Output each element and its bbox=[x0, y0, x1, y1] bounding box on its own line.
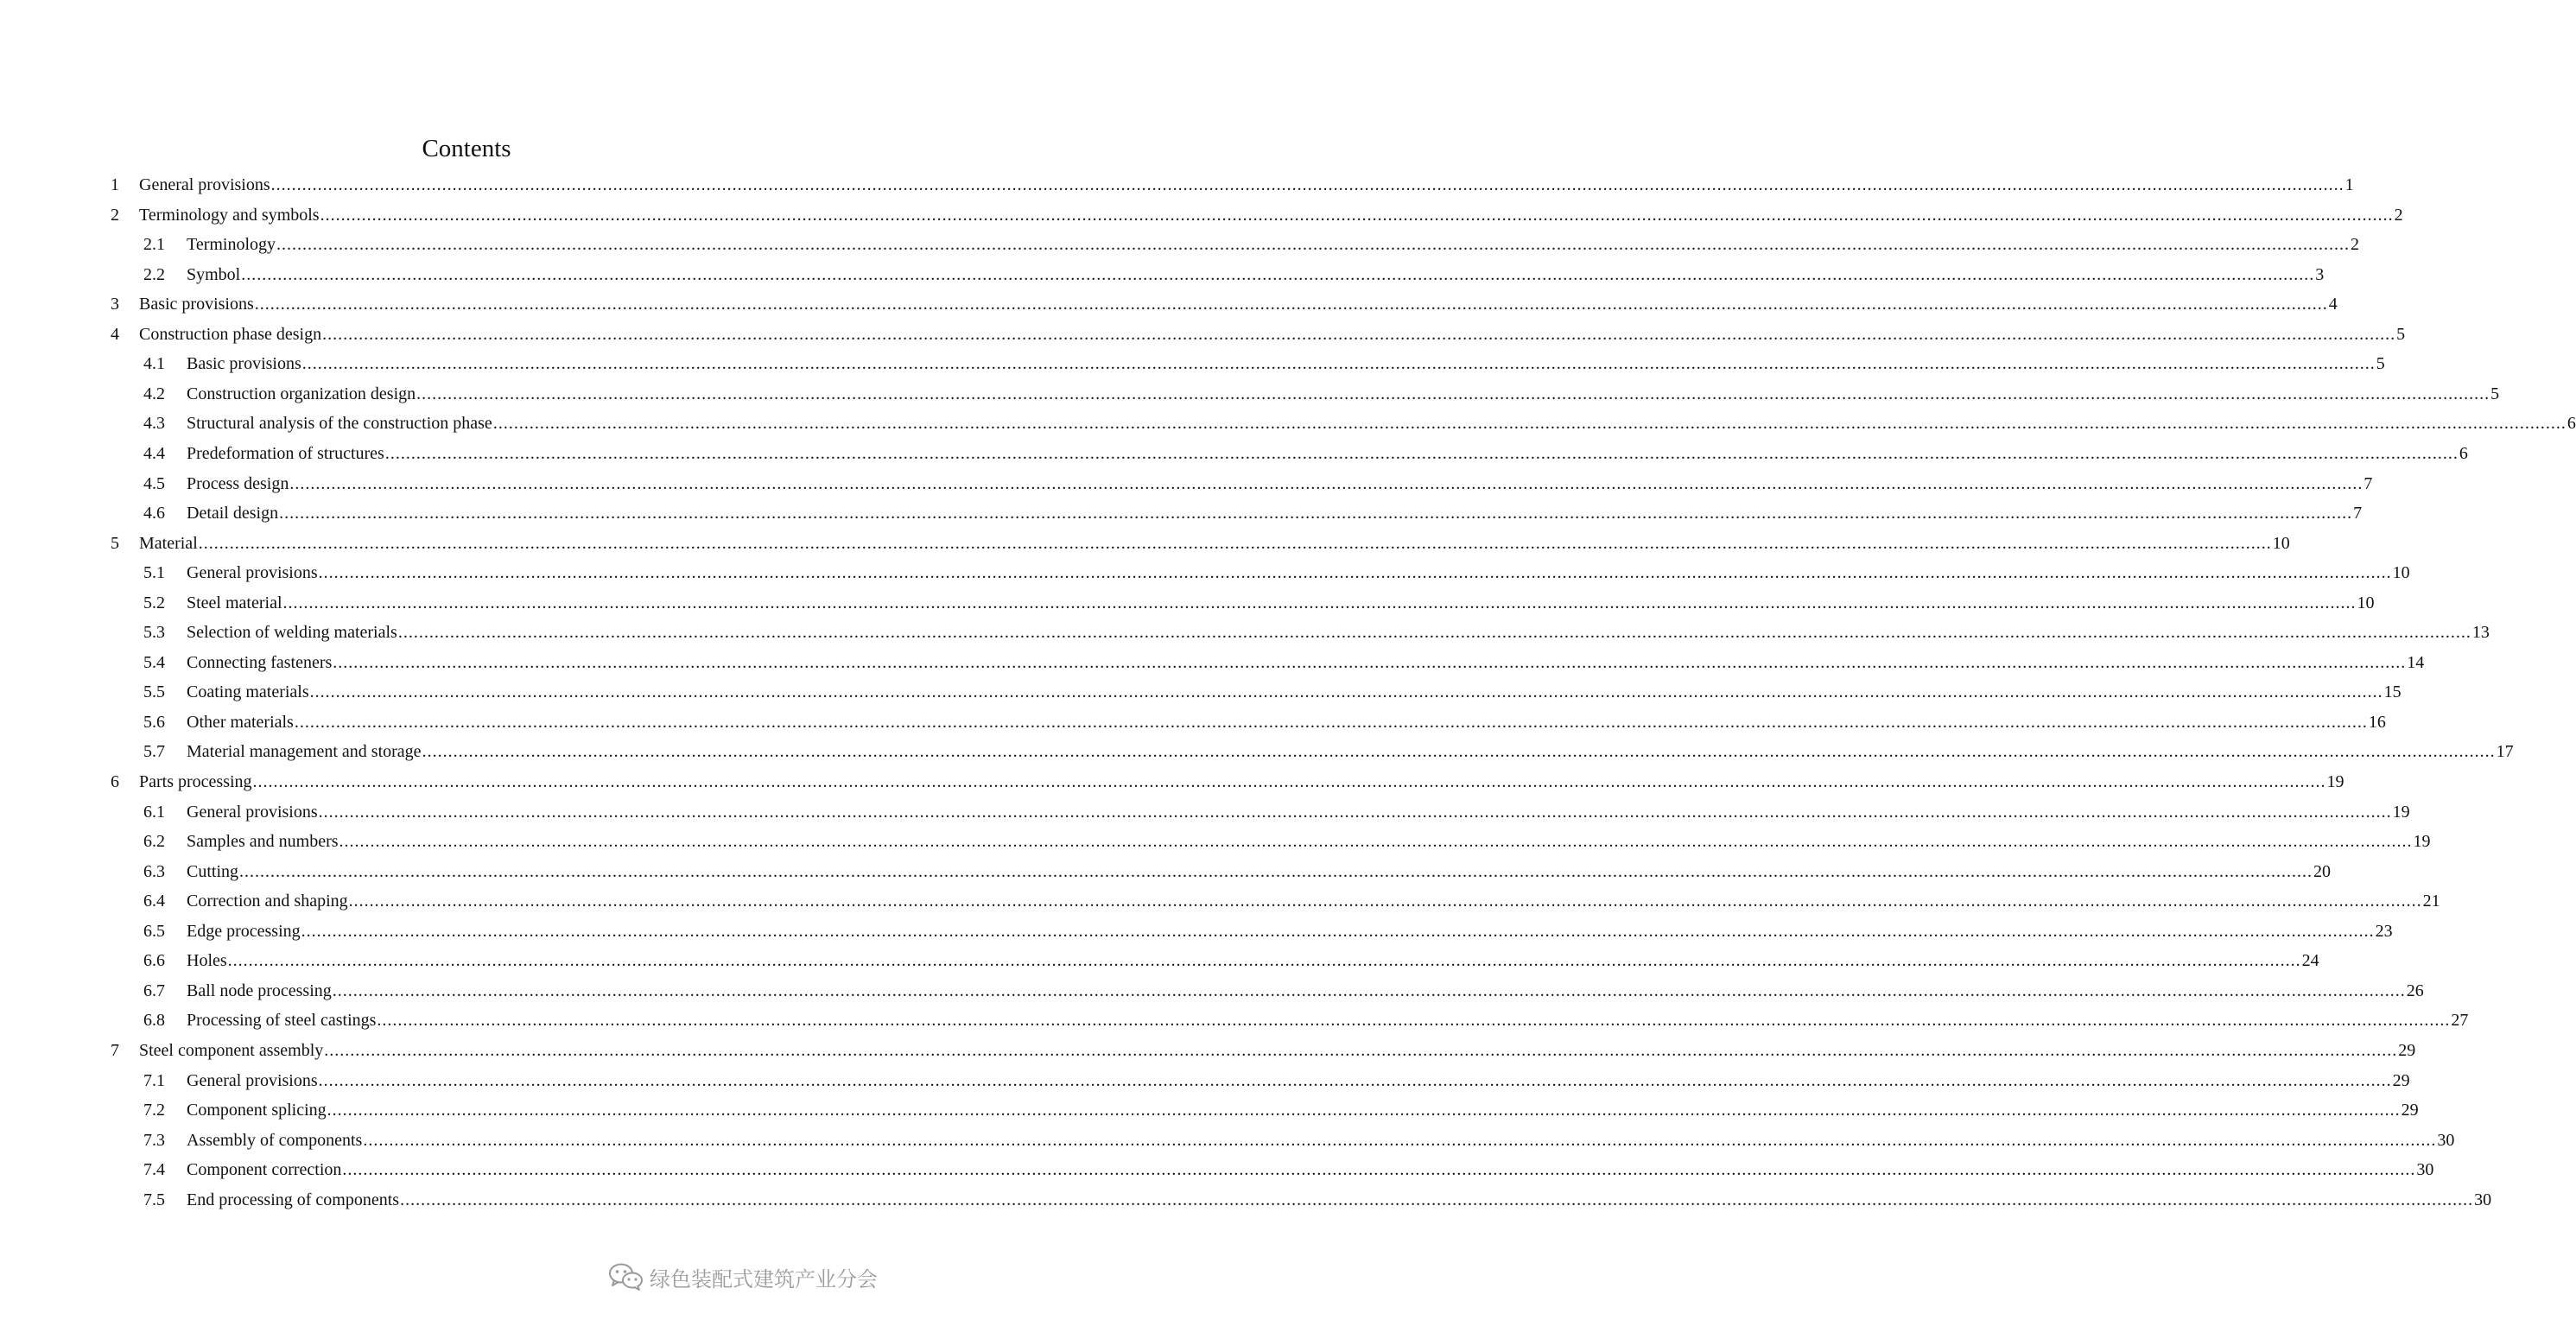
toc-entry-number: 7.5 bbox=[143, 1190, 165, 1209]
toc-section-entry[interactable] bbox=[143, 441, 2468, 466]
toc-entry-title: Edge processing bbox=[187, 921, 301, 941]
toc-entry-page: 10 bbox=[2357, 593, 2375, 612]
toc-entry-title: Other materials bbox=[187, 712, 294, 732]
toc-entry-title: Selection of welding materials bbox=[187, 623, 397, 643]
toc-entry-title: Predeformation of structures bbox=[187, 443, 384, 463]
toc-entry-title: General provisions bbox=[187, 563, 318, 583]
toc-entry-number: 7.1 bbox=[143, 1070, 165, 1090]
toc-chapter-entry[interactable] bbox=[111, 291, 2338, 317]
toc-section-entry[interactable] bbox=[143, 410, 2576, 436]
toc-dot-leader: ................................................................................................................................................................................................................................................................................................................................................................................................................ bbox=[282, 593, 2357, 612]
toc-entry-page: 29 bbox=[2392, 1070, 2410, 1090]
toc-chapter-entry[interactable] bbox=[111, 769, 2344, 795]
toc-entry-title: Holes bbox=[187, 951, 227, 971]
toc-section-entry[interactable] bbox=[143, 381, 2500, 407]
toc-section-entry[interactable] bbox=[143, 619, 2490, 645]
toc-entry-title: Assembly of components bbox=[187, 1130, 363, 1150]
toc-section-entry[interactable] bbox=[143, 262, 2325, 288]
toc-entry-title: Steel component assembly bbox=[139, 1040, 324, 1060]
toc-dot-leader: ................................................................................................................................................................................................................................................................................................................................................................................................................ bbox=[318, 1070, 2392, 1090]
toc-section-entry[interactable] bbox=[143, 1097, 2419, 1123]
toc-section-entry[interactable] bbox=[143, 918, 2393, 944]
toc-entry-page: 21 bbox=[2422, 892, 2440, 911]
watermark bbox=[608, 1260, 878, 1294]
toc-entry-page: 19 bbox=[2326, 772, 2344, 791]
toc-section-entry[interactable] bbox=[143, 590, 2375, 616]
toc-entry-number: 6.2 bbox=[143, 832, 165, 852]
toc-entry-page: 1 bbox=[2344, 175, 2354, 194]
toc-entry-page: 26 bbox=[2406, 980, 2424, 1000]
toc-section-entry[interactable] bbox=[143, 888, 2440, 914]
toc-entry-number: 5.7 bbox=[143, 742, 165, 762]
toc-dot-leader: ................................................................................................................................................................................................................................................................................................................................................................................................................ bbox=[342, 1160, 2416, 1180]
toc-entry-page: 29 bbox=[2401, 1101, 2419, 1120]
toc-entry-title: Coating materials bbox=[187, 682, 309, 702]
toc-dot-leader: ................................................................................................................................................................................................................................................................................................................................................................................................................ bbox=[363, 1130, 2437, 1150]
toc-entry-page: 6 bbox=[2566, 414, 2576, 434]
toc-entry-number: 4.3 bbox=[143, 414, 165, 434]
toc-entry-title: Samples and numbers bbox=[187, 832, 339, 852]
toc-entry-page: 20 bbox=[2313, 861, 2332, 881]
toc-entry-title: Detail design bbox=[187, 504, 279, 524]
toc-entry-page: 27 bbox=[2451, 1011, 2469, 1031]
toc-entry-number: 5.1 bbox=[143, 563, 165, 583]
toc-entry-page: 15 bbox=[2383, 682, 2402, 702]
toc-entry-page: 10 bbox=[2392, 563, 2410, 583]
toc-entry-number: 6.7 bbox=[143, 980, 165, 1000]
toc-section-entry[interactable] bbox=[143, 1068, 2410, 1094]
toc-dot-leader: ................................................................................................................................................................................................................................................................................................................................................................................................................ bbox=[318, 563, 2392, 583]
toc-entry-number: 3 bbox=[111, 295, 119, 314]
toc-entry-title: Ball node processing bbox=[187, 980, 332, 1000]
toc-chapter-entry[interactable] bbox=[111, 172, 2354, 198]
toc-dot-leader: ................................................................................................................................................................................................................................................................................................................................................................................................................ bbox=[270, 175, 2344, 194]
toc-section-entry[interactable] bbox=[143, 351, 2385, 377]
toc-dot-leader: ................................................................................................................................................................................................................................................................................................................................................................................................................ bbox=[239, 861, 2313, 881]
toc-dot-leader: ................................................................................................................................................................................................................................................................................................................................................................................................................ bbox=[492, 414, 2566, 434]
toc-entry-number: 4.2 bbox=[143, 384, 165, 403]
toc-section-entry[interactable] bbox=[143, 560, 2410, 586]
toc-dot-leader: ................................................................................................................................................................................................................................................................................................................................................................................................................ bbox=[276, 235, 2351, 255]
toc-entry-page: 5 bbox=[2490, 384, 2500, 403]
toc-entry-number: 2 bbox=[111, 205, 119, 225]
toc-dot-leader: ................................................................................................................................................................................................................................................................................................................................................................................................................ bbox=[241, 264, 2315, 284]
toc-entry-page: 2 bbox=[2351, 235, 2360, 255]
toc-entry-title: Cutting bbox=[187, 861, 239, 881]
toc-dot-leader: ................................................................................................................................................................................................................................................................................................................................................................................................................ bbox=[422, 742, 2496, 762]
toc-entry-number: 5.6 bbox=[143, 712, 165, 732]
toc-entry-number: 2.2 bbox=[143, 264, 165, 284]
toc-dot-leader: ................................................................................................................................................................................................................................................................................................................................................................................................................ bbox=[294, 712, 2368, 732]
toc-entry-page: 23 bbox=[2375, 921, 2393, 941]
toc-chapter-entry[interactable] bbox=[111, 202, 2403, 228]
toc-section-entry[interactable] bbox=[143, 1127, 2455, 1153]
toc-entry-title: Connecting fasteners bbox=[187, 652, 333, 672]
toc-entry-page: 30 bbox=[2416, 1160, 2434, 1180]
toc-dot-leader: ................................................................................................................................................................................................................................................................................................................................................................................................................ bbox=[332, 980, 2406, 1000]
toc-dot-leader: ................................................................................................................................................................................................................................................................................................................................................................................................................ bbox=[301, 921, 2375, 941]
toc-dot-leader: ................................................................................................................................................................................................................................................................................................................................................................................................................ bbox=[400, 1190, 2474, 1209]
toc-section-entry[interactable] bbox=[143, 679, 2402, 705]
toc-section-entry[interactable] bbox=[143, 799, 2410, 825]
toc-entry-title: Steel material bbox=[187, 593, 282, 612]
toc-entry-title: Symbol bbox=[187, 264, 241, 284]
toc-entry-number: 5.4 bbox=[143, 652, 165, 672]
toc-dot-leader: ................................................................................................................................................................................................................................................................................................................................................................................................................ bbox=[252, 772, 2326, 791]
toc-entry-page: 10 bbox=[2272, 533, 2290, 553]
toc-entry-number: 7 bbox=[111, 1040, 119, 1060]
toc-entry-number: 4.1 bbox=[143, 354, 165, 374]
toc-dot-leader: ................................................................................................................................................................................................................................................................................................................................................................................................................ bbox=[289, 473, 2363, 493]
toc-entry-title: General provisions bbox=[139, 175, 270, 194]
toc-entry-title: Structural analysis of the construction phase bbox=[187, 414, 492, 434]
toc-entry-number: 5 bbox=[111, 533, 119, 553]
toc-entry-page: 7 bbox=[2363, 473, 2373, 493]
toc-section-entry[interactable] bbox=[143, 828, 2431, 854]
toc-entry-number: 5.3 bbox=[143, 623, 165, 643]
toc-dot-leader: ................................................................................................................................................................................................................................................................................................................................................................................................................ bbox=[320, 205, 2394, 225]
toc-dot-leader: ................................................................................................................................................................................................................................................................................................................................................................................................................ bbox=[254, 295, 2328, 314]
toc-chapter-entry[interactable] bbox=[111, 530, 2290, 556]
toc-entry-page: 7 bbox=[2353, 504, 2363, 524]
toc-entry-page: 14 bbox=[2407, 652, 2425, 672]
toc-entry-page: 4 bbox=[2328, 295, 2338, 314]
toc-entry-title: Correction and shaping bbox=[187, 892, 348, 911]
toc-section-entry[interactable] bbox=[143, 1157, 2434, 1183]
toc-entry-number: 5.5 bbox=[143, 682, 165, 702]
toc-entry-number: 6.5 bbox=[143, 921, 165, 941]
toc-entry-number: 4.6 bbox=[143, 504, 165, 524]
toc-entry-page: 17 bbox=[2496, 742, 2514, 762]
toc-dot-leader: ................................................................................................................................................................................................................................................................................................................................................................................................................ bbox=[198, 533, 2272, 553]
toc-section-entry[interactable] bbox=[143, 650, 2425, 676]
toc-entry-page: 29 bbox=[2398, 1040, 2416, 1060]
toc-section-entry[interactable] bbox=[143, 232, 2360, 257]
toc-entry-page: 2 bbox=[2394, 205, 2403, 225]
toc-dot-leader: ................................................................................................................................................................................................................................................................................................................................................................................................................ bbox=[377, 1011, 2451, 1031]
toc-entry-page: 24 bbox=[2301, 951, 2319, 971]
toc-entry-title: General provisions bbox=[187, 1070, 318, 1090]
toc-entry-number: 7.3 bbox=[143, 1130, 165, 1150]
toc-entry-number: 6.6 bbox=[143, 951, 165, 971]
toc-entry-title: Terminology and symbols bbox=[139, 205, 320, 225]
toc-entry-page: 13 bbox=[2471, 623, 2490, 643]
toc-section-entry[interactable] bbox=[143, 978, 2424, 1004]
toc-section-entry[interactable] bbox=[143, 1007, 2469, 1033]
toc-chapter-entry[interactable] bbox=[111, 1038, 2416, 1063]
toc-entry-number: 7.4 bbox=[143, 1160, 165, 1180]
toc-entry-number: 5.2 bbox=[143, 593, 165, 612]
toc-section-entry[interactable] bbox=[143, 500, 2363, 526]
toc-dot-leader: ................................................................................................................................................................................................................................................................................................................................................................................................................ bbox=[333, 652, 2407, 672]
page-title: Contents bbox=[422, 135, 511, 162]
toc-dot-leader: ................................................................................................................................................................................................................................................................................................................................................................................................................ bbox=[324, 1040, 2398, 1060]
toc-section-entry[interactable] bbox=[143, 709, 2386, 735]
toc-entry-number: 1 bbox=[111, 175, 119, 194]
toc-dot-leader: ................................................................................................................................................................................................................................................................................................................................................................................................................ bbox=[327, 1101, 2401, 1120]
toc-section-entry[interactable] bbox=[143, 1187, 2492, 1213]
toc-section-entry[interactable] bbox=[143, 859, 2332, 885]
toc-dot-leader: ................................................................................................................................................................................................................................................................................................................................................................................................................ bbox=[309, 682, 2383, 702]
toc-entry-number: 7.2 bbox=[143, 1101, 165, 1120]
toc-entry-title: Material bbox=[139, 533, 198, 553]
toc-dot-leader: ................................................................................................................................................................................................................................................................................................................................................................................................................ bbox=[397, 623, 2471, 643]
toc-entry-title: Basic provisions bbox=[139, 295, 254, 314]
toc-entry-number: 2.1 bbox=[143, 235, 165, 255]
toc-entry-number: 4 bbox=[111, 324, 119, 344]
toc-dot-leader: ................................................................................................................................................................................................................................................................................................................................................................................................................ bbox=[348, 892, 2422, 911]
toc-entry-title: Construction organization design bbox=[187, 384, 416, 403]
toc-entry-title: Component correction bbox=[187, 1160, 342, 1180]
toc-entry-page: 6 bbox=[2459, 443, 2468, 463]
toc-entry-title: Construction phase design bbox=[139, 324, 322, 344]
toc-entry-number: 6.8 bbox=[143, 1011, 165, 1031]
toc-section-entry[interactable] bbox=[143, 739, 2514, 765]
toc-entry-page: 5 bbox=[2376, 354, 2385, 374]
toc-chapter-entry[interactable] bbox=[111, 321, 2406, 347]
toc-dot-leader: ................................................................................................................................................................................................................................................................................................................................................................................................................ bbox=[384, 443, 2459, 463]
toc-entry-title: Process design bbox=[187, 473, 289, 493]
toc-section-entry[interactable] bbox=[143, 948, 2319, 974]
toc-dot-leader: ................................................................................................................................................................................................................................................................................................................................................................................................................ bbox=[339, 832, 2413, 852]
toc-entry-page: 3 bbox=[2315, 264, 2325, 284]
toc-entry-number: 4.4 bbox=[143, 443, 165, 463]
toc-entry-title: General provisions bbox=[187, 802, 318, 822]
toc-entry-page: 5 bbox=[2396, 324, 2406, 344]
toc-dot-leader: ................................................................................................................................................................................................................................................................................................................................................................................................................ bbox=[301, 354, 2376, 374]
toc-entry-title: End processing of components bbox=[187, 1190, 400, 1209]
toc-entry-page: 19 bbox=[2392, 802, 2410, 822]
toc-section-entry[interactable] bbox=[143, 471, 2373, 497]
toc-entry-number: 6.4 bbox=[143, 892, 165, 911]
toc-dot-leader: ................................................................................................................................................................................................................................................................................................................................................................................................................ bbox=[322, 324, 2396, 344]
toc-entry-title: Material management and storage bbox=[187, 742, 422, 762]
toc-entry-title: Component splicing bbox=[187, 1101, 327, 1120]
watermark-text: 绿色装配式建筑产业分会 bbox=[650, 1266, 878, 1291]
toc-entry-page: 30 bbox=[2437, 1130, 2455, 1150]
toc-entry-number: 4.5 bbox=[143, 473, 165, 493]
toc-entry-title: Parts processing bbox=[139, 772, 252, 791]
toc-dot-leader: ................................................................................................................................................................................................................................................................................................................................................................................................................ bbox=[416, 384, 2490, 403]
toc-entry-number: 6.1 bbox=[143, 802, 165, 822]
toc-entry-title: Terminology bbox=[187, 235, 276, 255]
toc-entry-title: Processing of steel castings bbox=[187, 1011, 377, 1031]
toc-dot-leader: ................................................................................................................................................................................................................................................................................................................................................................................................................ bbox=[318, 802, 2392, 822]
toc-entry-number: 6 bbox=[111, 772, 119, 791]
toc-entry-page: 30 bbox=[2474, 1190, 2492, 1209]
toc-entry-page: 16 bbox=[2368, 712, 2386, 732]
toc-dot-leader: ................................................................................................................................................................................................................................................................................................................................................................................................................ bbox=[227, 951, 2301, 971]
wechat-icon bbox=[608, 1262, 644, 1291]
toc-entry-number: 6.3 bbox=[143, 861, 165, 881]
toc-dot-leader: ................................................................................................................................................................................................................................................................................................................................................................................................................ bbox=[279, 504, 2353, 524]
toc-entry-page: 19 bbox=[2413, 832, 2431, 852]
toc-entry-title: Basic provisions bbox=[187, 354, 301, 374]
